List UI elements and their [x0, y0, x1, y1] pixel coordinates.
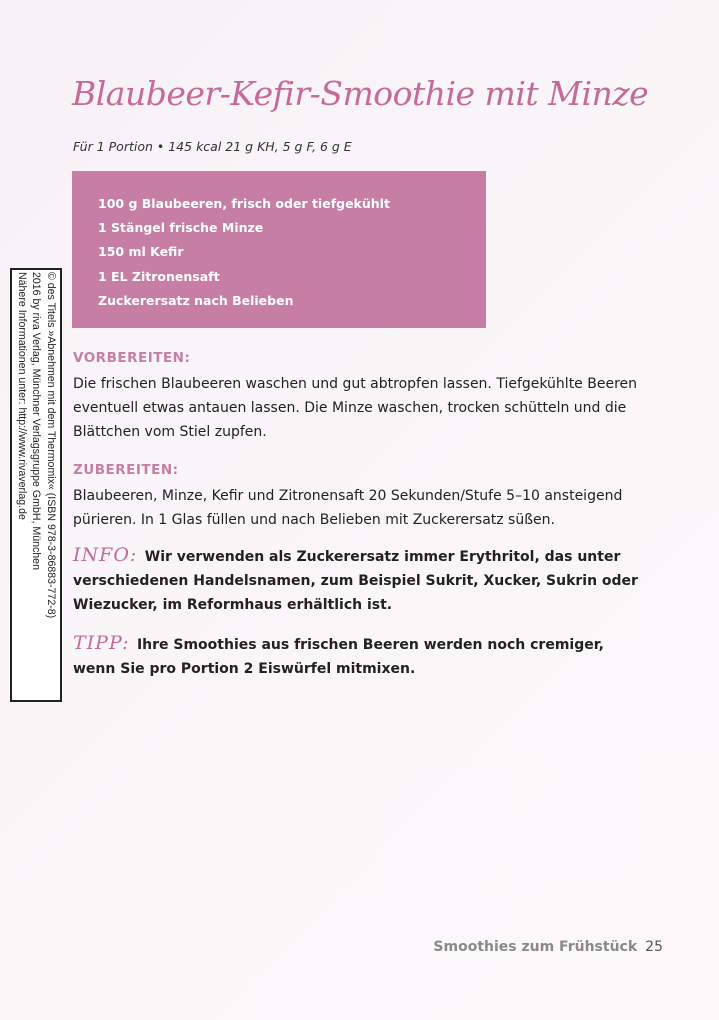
- info-paragraph: [73, 543, 639, 617]
- copyright-box: [10, 268, 62, 702]
- copyright-text: [14, 272, 58, 698]
- info-text: Wir verwenden als Zuckerersatz immer Erythritol, das unter verschiedenen Handelsnamen, zum Beispiel Sukrit, Xucker, Sukrin oder Wiezucker, im Reformhaus erhältlich ist.: [73, 549, 638, 613]
- recipe-title: Blaubeer-Kefir-Smoothie mit Minze: [72, 74, 649, 113]
- page-footer: [433, 939, 663, 955]
- prepare-heading: VORBEREITEN:: [73, 350, 191, 366]
- cook-heading: ZUBEREITEN:: [73, 462, 179, 478]
- nutrition-info: Für 1 Portion • 145 kcal 21 g KH, 5 g F, 6 g E: [73, 139, 352, 154]
- copyright-line: 2016 by riva Verlag, Münchner Verlagsgruppe GmbH, München: [30, 272, 43, 570]
- prepare-text: Die frischen Blaubeeren waschen und gut abtropfen lassen. Tiefgekühlte Beeren eventuell etwas antauen lassen. Die Minze waschen, trocken schütteln und die Blättchen vom Stiel zupfen.: [73, 376, 638, 440]
- tip-text: Ihre Smoothies aus frischen Beeren werden noch cremiger, wenn Sie pro Portion 2 Eiswürfel mitmixen.: [73, 637, 604, 677]
- ingredient-item: 100 g Blaubeeren, frisch oder tiefgekühlt: [98, 196, 390, 211]
- copyright-line: © des Titels »Abnehmen mit dem Thermomix« (ISBN 978-3-86883-772-8): [44, 272, 57, 619]
- info-label: INFO:: [73, 544, 138, 566]
- section-title: Smoothies zum Frühstück: [433, 939, 638, 955]
- copyright-line: Nähere Informationen unter: http://www.rivaverlag.de: [15, 272, 28, 520]
- tip-label: TIPP:: [73, 632, 130, 654]
- ingredient-item: Zuckerersatz nach Belieben: [98, 292, 294, 308]
- page-number: 25: [645, 939, 663, 955]
- tip-paragraph: [73, 631, 639, 681]
- ingredients-box: [72, 171, 486, 328]
- ingredient-item: 150 ml Kefir: [98, 244, 184, 260]
- ingredient-item: 1 EL Zitronensaft: [98, 268, 220, 284]
- ingredient-item: 1 Stängel frische Minze: [98, 220, 264, 236]
- cook-text: Blaubeeren, Minze, Kefir und Zitronensaft 20 Sekunden/Stufe 5–10 ansteigend pürieren. In 1 Glas füllen und nach Belieben mit Zuckerersatz süßen.: [73, 488, 623, 528]
